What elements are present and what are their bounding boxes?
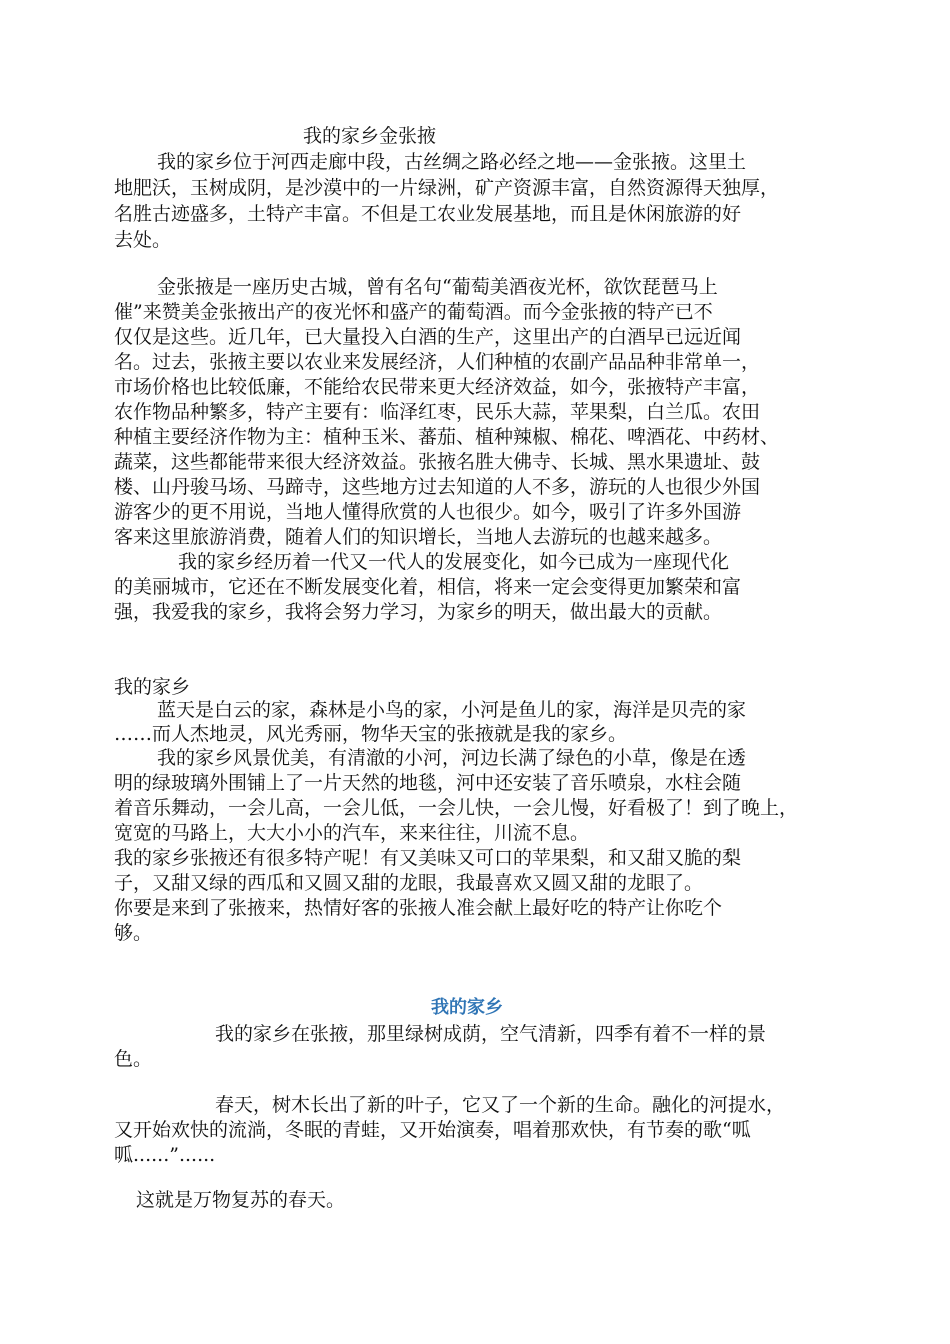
paragraph-line: 游客少的更不用说，当地人懂得欣赏的人也很少。如今，吸引了许多外国游 (114, 501, 742, 523)
paragraph-line: 去处。 (114, 229, 172, 251)
paragraph-line: 你要是来到了张掖来，热情好客的张掖人准会献上最好吃的特产让你吃个 (114, 897, 723, 919)
paragraph-line: 春天，树木长出了新的叶子，它又了一个新的生命。融化的河提水， (215, 1094, 786, 1116)
paragraph-line: 又开始欢快的流淌，冬眠的青蛙，又开始演奏，唱着那欢快，有节奏的歌“呱 (114, 1119, 751, 1141)
paragraph-line: 我的家乡经历着一代又一代人的发展变化，如今已成为一座现代化 (178, 551, 730, 573)
paragraph-line: 我的家乡张掖还有很多特产呢！有又美味又可口的苹果梨，和又甜又脆的梨 (114, 847, 742, 869)
paragraph-line: 名。过去，张掖主要以农业来发展经济，人们种植的农副产品品种非常单一， (114, 351, 761, 373)
paragraph-line: 金张掖是一座历史古城，曾有名句“葡萄美酒夜光杯，欲饮琵琶马上 (157, 276, 718, 298)
paragraph-line: ……而人杰地灵，风光秀丽，物华天宝的张掖就是我的家乡。 (114, 723, 628, 745)
paragraph-line: 明的绿玻璃外围铺上了一片天然的地毯，河中还安装了音乐喷泉，水柱会随 (114, 772, 742, 794)
section2-title: 我的家乡 (114, 676, 191, 698)
section1-title: 我的家乡金张掖 (303, 125, 437, 147)
paragraph-line: 子，又甜又绿的西瓜和又圆又甜的龙眼，我最喜欢又圆又甜的龙眼了。 (114, 872, 704, 894)
paragraph-line: 我的家乡风景优美，有清澈的小河，河边长满了绿色的小草，像是在透 (157, 747, 747, 769)
paragraph-line: 市场价格也比较低廉，不能给农民带来更大经济效益，如今，张掖特产丰富， (114, 376, 761, 398)
paragraph-line: 种植主要经济作物为主：植种玉米、蕃茄、植种辣椒、棉花、啤酒花、中药材、 (114, 426, 780, 448)
paragraph-line: 呱......”...... (114, 1144, 216, 1166)
paragraph-line: 我的家乡位于河西走廊中段，古丝绸之路必经之地——金张掖。这里土 (157, 151, 747, 173)
paragraph-line: 地肥沃，玉树成阴，是沙漠中的一片绿洲，矿产资源丰富，自然资源得天独厚， (114, 177, 780, 199)
paragraph-line: 着音乐舞动，一会儿高，一会儿低，一会儿快，一会儿慢，好看极了！到了晚上， (114, 797, 799, 819)
paragraph-line: 够。 (114, 922, 153, 944)
paragraph-line: 蓝天是白云的家，森林是小鸟的家，小河是鱼儿的家，海洋是贝壳的家 (157, 699, 747, 721)
paragraph-line: 的美丽城市，它还在不断发展变化着，相信，将来一定会变得更加繁荣和富 (114, 576, 742, 598)
paragraph-line: 强，我爱我的家乡，我将会努力学习，为家乡的明天，做出最大的贡献。 (114, 601, 723, 623)
section3-title: 我的家乡 (431, 997, 503, 1018)
paragraph-line: 这就是万物复苏的春天。 (136, 1189, 346, 1211)
paragraph-line: 宽宽的马路上，大大小小的汽车，来来往往，川流不息。 (114, 822, 590, 844)
paragraph-line: 色。 (114, 1048, 153, 1070)
paragraph-line: 楼、山丹骏马场、马蹄寺，这些地方过去知道的人不多，游玩的人也很少外国 (114, 476, 761, 498)
paragraph-line: 我的家乡在张掖，那里绿树成荫，空气清新，四季有着不一样的景 (215, 1023, 767, 1045)
paragraph-line: 催”来赞美金张掖出产的夜光怀和盛产的葡萄酒。而今金张掖的特产已不 (114, 301, 713, 323)
paragraph-line: 名胜古迹盛多，土特产丰富。不但是工农业发展基地，而且是休闲旅游的好 (114, 203, 742, 225)
paragraph-line: 蔬菜，这些都能带来很大经济效益。张掖名胜大佛寺、长城、黑水果遗址、鼓 (114, 451, 761, 473)
paragraph-line: 客来这里旅游消费，随着人们的知识增长，当地人去游玩的也越来越多。 (114, 526, 723, 548)
paragraph-line: 仅仅是这些。近几年，已大量投入白酒的生产，这里出产的白酒早已远近闻 (114, 326, 742, 348)
paragraph-line: 农作物品种繁多，特产主要有：临泽红枣，民乐大蒜，苹果梨，白兰瓜。农田 (114, 401, 761, 423)
